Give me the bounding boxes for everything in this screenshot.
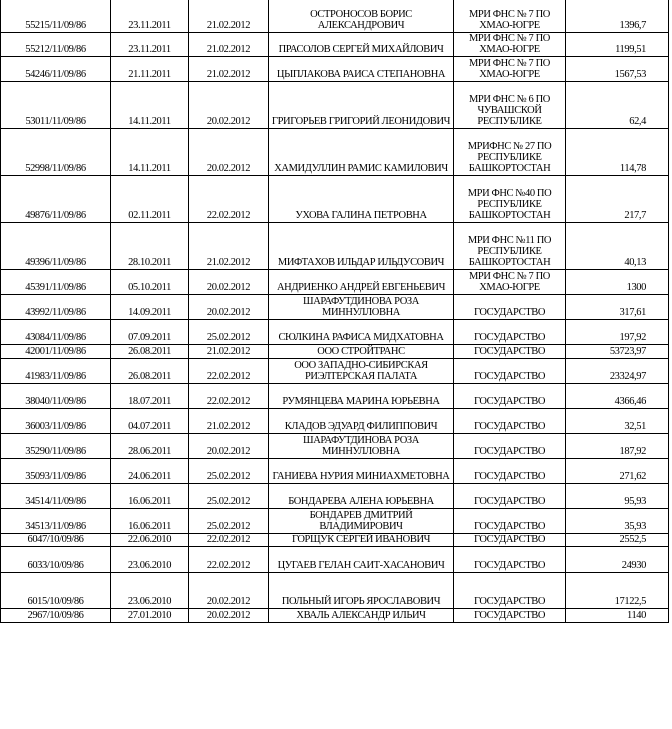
start-date-cell: 07.09.2011: [111, 319, 189, 344]
debtor-name-cell: ГАНИЕВА НУРИЯ МИНИАХМЕТОВНА: [269, 458, 454, 483]
amount-cell: 17122,5: [566, 572, 669, 608]
end-date-cell: 20.02.2012: [189, 433, 269, 458]
debtor-name-cell: ШАРАФУТДИНОВА РОЗА МИННУЛЛОВНА: [269, 433, 454, 458]
start-date-cell: 28.06.2011: [111, 433, 189, 458]
amount-cell: 1396,7: [566, 0, 669, 32]
start-date-cell: 02.11.2011: [111, 175, 189, 222]
claimant-cell: ГОСУДАРСТВО: [454, 572, 566, 608]
start-date-cell: 27.01.2010: [111, 608, 189, 622]
end-date-cell: 21.02.2012: [189, 344, 269, 358]
proceeding-number-cell: 54246/11/09/86: [1, 56, 111, 81]
proceeding-number-cell: 45391/11/09/86: [1, 269, 111, 294]
end-date-cell: 22.02.2012: [189, 533, 269, 546]
debtor-name-cell: ЦУГАЕВ ГЕЛАН САИТ-ХАСАНОВИЧ: [269, 546, 454, 572]
proceeding-number-cell: 38040/11/09/86: [1, 383, 111, 408]
start-date-cell: 14.11.2011: [111, 81, 189, 128]
end-date-cell: 22.02.2012: [189, 358, 269, 383]
debtor-name-cell: ХВАЛЬ АЛЕКСАНДР ИЛЬИЧ: [269, 608, 454, 622]
table-row: [1, 408, 669, 433]
amount-cell: 53723,97: [566, 344, 669, 358]
table-row: [1, 358, 669, 383]
start-date-cell: 18.07.2011: [111, 383, 189, 408]
end-date-cell: 20.02.2012: [189, 572, 269, 608]
amount-cell: 197,92: [566, 319, 669, 344]
end-date-cell: 21.02.2012: [189, 0, 269, 32]
table-row: [1, 269, 669, 294]
proceeding-number-cell: 35093/11/09/86: [1, 458, 111, 483]
proceeding-number-cell: 36003/11/09/86: [1, 408, 111, 433]
amount-cell: 95,93: [566, 483, 669, 508]
end-date-cell: 20.02.2012: [189, 294, 269, 319]
proceeding-number-cell: 49876/11/09/86: [1, 175, 111, 222]
proceeding-number-cell: 34514/11/09/86: [1, 483, 111, 508]
claimant-cell: ГОСУДАРСТВО: [454, 344, 566, 358]
table-row: [1, 533, 669, 546]
claimant-cell: МРИ ФНС № 7 ПО ХМАО-ЮГРЕ: [454, 0, 566, 32]
claimant-cell: ГОСУДАРСТВО: [454, 533, 566, 546]
end-date-cell: 21.02.2012: [189, 56, 269, 81]
debtor-name-cell: ХАМИДУЛЛИН РАМИС КАМИЛОВИЧ: [269, 128, 454, 175]
claimant-cell: ГОСУДАРСТВО: [454, 508, 566, 533]
start-date-cell: 16.06.2011: [111, 508, 189, 533]
table-row: [1, 175, 669, 222]
start-date-cell: 22.06.2010: [111, 533, 189, 546]
proceeding-number-cell: 2967/10/09/86: [1, 608, 111, 622]
proceeding-number-cell: 53011/11/09/86: [1, 81, 111, 128]
amount-cell: 62,4: [566, 81, 669, 128]
table-row: [1, 0, 669, 32]
start-date-cell: 23.06.2010: [111, 572, 189, 608]
amount-cell: 24930: [566, 546, 669, 572]
table-row: [1, 608, 669, 622]
table-row: [1, 294, 669, 319]
end-date-cell: 25.02.2012: [189, 483, 269, 508]
claimant-cell: ГОСУДАРСТВО: [454, 458, 566, 483]
amount-cell: 1300: [566, 269, 669, 294]
end-date-cell: 21.02.2012: [189, 408, 269, 433]
proceeding-number-cell: 43084/11/09/86: [1, 319, 111, 344]
proceeding-number-cell: 49396/11/09/86: [1, 222, 111, 269]
start-date-cell: 04.07.2011: [111, 408, 189, 433]
table-body: [1, 0, 669, 622]
claimant-cell: ГОСУДАРСТВО: [454, 294, 566, 319]
start-date-cell: 21.11.2011: [111, 56, 189, 81]
end-date-cell: 25.02.2012: [189, 458, 269, 483]
table-row: [1, 56, 669, 81]
claimant-cell: МРИ ФНС № 7 ПО ХМАО-ЮГРЕ: [454, 56, 566, 81]
table-row: [1, 344, 669, 358]
proceeding-number-cell: 6047/10/09/86: [1, 533, 111, 546]
debtor-name-cell: ЦЫПЛАКОВА РАИСА СТЕПАНОВНА: [269, 56, 454, 81]
start-date-cell: 23.11.2011: [111, 32, 189, 56]
proceeding-number-cell: 52998/11/09/86: [1, 128, 111, 175]
debtor-name-cell: ООО ЗАПАДНО-СИБИРСКАЯ РИЭЛТЕРСКАЯ ПАЛАТА: [269, 358, 454, 383]
debtor-name-cell: ПРАСОЛОВ СЕРГЕЙ МИХАЙЛОВИЧ: [269, 32, 454, 56]
claimant-cell: ГОСУДАРСТВО: [454, 358, 566, 383]
amount-cell: 4366,46: [566, 383, 669, 408]
start-date-cell: 24.06.2011: [111, 458, 189, 483]
table-row: [1, 572, 669, 608]
amount-cell: 1567,53: [566, 56, 669, 81]
amount-cell: 1140: [566, 608, 669, 622]
claimant-cell: ГОСУДАРСТВО: [454, 319, 566, 344]
end-date-cell: 20.02.2012: [189, 269, 269, 294]
end-date-cell: 20.02.2012: [189, 81, 269, 128]
claimant-cell: ГОСУДАРСТВО: [454, 546, 566, 572]
claimant-cell: МРИ ФНС № 6 ПО ЧУВАШСКОЙ РЕСПУБЛИКЕ: [454, 81, 566, 128]
debtor-name-cell: ГОРЩУК СЕРГЕЙ ИВАНОВИЧ: [269, 533, 454, 546]
amount-cell: 271,62: [566, 458, 669, 483]
claimant-cell: МРИ ФНС №11 ПО РЕСПУБЛИКЕ БАШКОРТОСТАН: [454, 222, 566, 269]
proceeding-number-cell: 43992/11/09/86: [1, 294, 111, 319]
end-date-cell: 20.02.2012: [189, 608, 269, 622]
claimant-cell: МРИ ФНС № 7 ПО ХМАО-ЮГРЕ: [454, 269, 566, 294]
debtor-name-cell: ОСТРОНОСОВ БОРИС АЛЕКСАНДРОВИЧ: [269, 0, 454, 32]
amount-cell: 2552,5: [566, 533, 669, 546]
end-date-cell: 21.02.2012: [189, 32, 269, 56]
debtor-name-cell: БОНДАРЕВА АЛЕНА ЮРЬЕВНА: [269, 483, 454, 508]
claimant-cell: МРИФНС № 27 ПО РЕСПУБЛИКЕ БАШКОРТОСТАН: [454, 128, 566, 175]
table-row: [1, 222, 669, 269]
claimant-cell: ГОСУДАРСТВО: [454, 483, 566, 508]
end-date-cell: 25.02.2012: [189, 508, 269, 533]
amount-cell: 114,78: [566, 128, 669, 175]
proceeding-number-cell: 55215/11/09/86: [1, 0, 111, 32]
start-date-cell: 23.06.2010: [111, 546, 189, 572]
proceeding-number-cell: 42001/11/09/86: [1, 344, 111, 358]
proceeding-number-cell: 35290/11/09/86: [1, 433, 111, 458]
debtor-name-cell: ПОЛЬНЫЙ ИГОРЬ ЯРОСЛАВОВИЧ: [269, 572, 454, 608]
end-date-cell: 25.02.2012: [189, 319, 269, 344]
table-row: [1, 458, 669, 483]
start-date-cell: 28.10.2011: [111, 222, 189, 269]
table-row: [1, 433, 669, 458]
amount-cell: 1199,51: [566, 32, 669, 56]
start-date-cell: 23.11.2011: [111, 0, 189, 32]
debtor-name-cell: МИФТАХОВ ИЛЬДАР ИЛЬДУСОВИЧ: [269, 222, 454, 269]
debtor-name-cell: БОНДАРЕВ ДМИТРИЙ ВЛАДИМИРОВИЧ: [269, 508, 454, 533]
proceeding-number-cell: 6015/10/09/86: [1, 572, 111, 608]
table-row: [1, 32, 669, 56]
end-date-cell: 22.02.2012: [189, 546, 269, 572]
claimant-cell: ГОСУДАРСТВО: [454, 433, 566, 458]
amount-cell: 23324,97: [566, 358, 669, 383]
claimant-cell: ГОСУДАРСТВО: [454, 408, 566, 433]
end-date-cell: 22.02.2012: [189, 383, 269, 408]
table-row: [1, 383, 669, 408]
table-row: [1, 128, 669, 175]
debtor-name-cell: УХОВА ГАЛИНА ПЕТРОВНА: [269, 175, 454, 222]
start-date-cell: 26.08.2011: [111, 358, 189, 383]
end-date-cell: 22.02.2012: [189, 175, 269, 222]
table-row: [1, 483, 669, 508]
table-row: [1, 546, 669, 572]
debtor-name-cell: КЛАДОВ ЭДУАРД ФИЛИППОВИЧ: [269, 408, 454, 433]
claimant-cell: МРИ ФНС №40 ПО РЕСПУБЛИКЕ БАШКОРТОСТАН: [454, 175, 566, 222]
table-row: [1, 319, 669, 344]
proceeding-number-cell: 55212/11/09/86: [1, 32, 111, 56]
start-date-cell: 14.09.2011: [111, 294, 189, 319]
start-date-cell: 26.08.2011: [111, 344, 189, 358]
debtor-name-cell: ГРИГОРЬЕВ ГРИГОРИЙ ЛЕОНИДОВИЧ: [269, 81, 454, 128]
end-date-cell: 21.02.2012: [189, 222, 269, 269]
table-row: [1, 508, 669, 533]
table-row: [1, 81, 669, 128]
amount-cell: 32,51: [566, 408, 669, 433]
amount-cell: 40,13: [566, 222, 669, 269]
debtor-name-cell: ООО СТРОЙТРАНС: [269, 344, 454, 358]
proceeding-number-cell: 41983/11/09/86: [1, 358, 111, 383]
start-date-cell: 05.10.2011: [111, 269, 189, 294]
claimant-cell: ГОСУДАРСТВО: [454, 608, 566, 622]
proceeding-number-cell: 6033/10/09/86: [1, 546, 111, 572]
debtor-name-cell: АНДРИЕНКО АНДРЕЙ ЕВГЕНЬЕВИЧ: [269, 269, 454, 294]
start-date-cell: 16.06.2011: [111, 483, 189, 508]
debtor-name-cell: СЮЛКИНА РАФИСА МИДХАТОВНА: [269, 319, 454, 344]
proceeding-number-cell: 34513/11/09/86: [1, 508, 111, 533]
amount-cell: 317,61: [566, 294, 669, 319]
end-date-cell: 20.02.2012: [189, 128, 269, 175]
amount-cell: 217,7: [566, 175, 669, 222]
claimant-cell: ГОСУДАРСТВО: [454, 383, 566, 408]
start-date-cell: 14.11.2011: [111, 128, 189, 175]
debtor-name-cell: ШАРАФУТДИНОВА РОЗА МИННУЛЛОВНА: [269, 294, 454, 319]
amount-cell: 35,93: [566, 508, 669, 533]
claimant-cell: МРИ ФНС № 7 ПО ХМАО-ЮГРЕ: [454, 32, 566, 56]
debtor-name-cell: РУМЯНЦЕВА МАРИНА ЮРЬЕВНА: [269, 383, 454, 408]
amount-cell: 187,92: [566, 433, 669, 458]
